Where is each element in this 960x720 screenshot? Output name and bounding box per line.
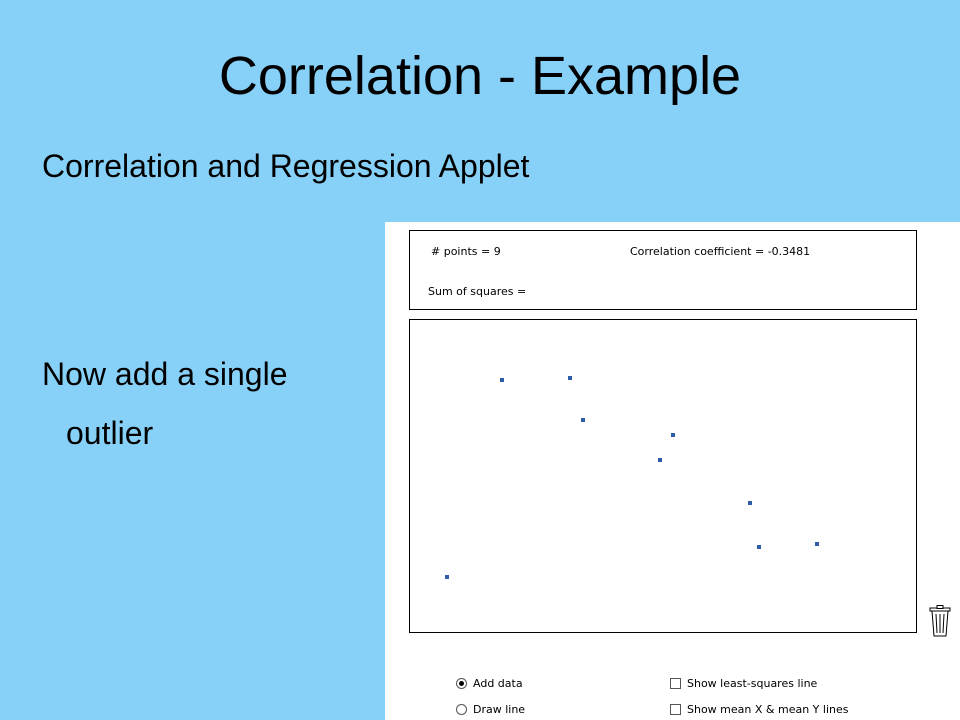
mean-lines-checkbox[interactable] (670, 704, 681, 715)
least-squares-option[interactable] (670, 677, 817, 690)
sum-of-squares: Sum of squares = (428, 285, 527, 298)
least-squares-checkbox[interactable] (670, 678, 681, 689)
data-point[interactable] (815, 542, 819, 546)
least-squares-label: Show least-squares line (687, 677, 818, 690)
draw-line-radio[interactable] (456, 704, 467, 715)
data-point[interactable] (757, 545, 761, 549)
data-point[interactable] (445, 575, 449, 579)
add-data-radio[interactable] (456, 678, 467, 689)
data-point[interactable] (748, 501, 752, 505)
scatter-plot-area[interactable] (409, 319, 917, 633)
regression-applet (385, 222, 960, 720)
points-count: # points = 9 (431, 245, 501, 258)
data-point[interactable] (568, 376, 572, 380)
trash-icon[interactable] (929, 605, 951, 642)
data-point[interactable] (671, 433, 675, 437)
mean-lines-option[interactable] (670, 703, 848, 716)
draw-line-label: Draw line (473, 703, 526, 716)
data-point[interactable] (658, 458, 662, 462)
body-line-2: outlier (66, 415, 154, 451)
add-data-label: Add data (473, 677, 523, 690)
draw-line-option[interactable] (456, 703, 525, 716)
slide-subtitle: Correlation and Regression Applet (42, 148, 530, 184)
correlation-coefficient: Correlation coefficient = -0.3481 (630, 245, 811, 258)
add-data-option[interactable] (456, 677, 523, 690)
slide-body (42, 345, 287, 463)
body-line-1: Now add a single (42, 356, 288, 392)
data-point[interactable] (581, 418, 585, 422)
slide-title: Correlation - Example (218, 46, 742, 106)
stats-panel (409, 230, 917, 310)
data-point[interactable] (500, 378, 504, 382)
mean-lines-label: Show mean X & mean Y lines (687, 703, 849, 716)
